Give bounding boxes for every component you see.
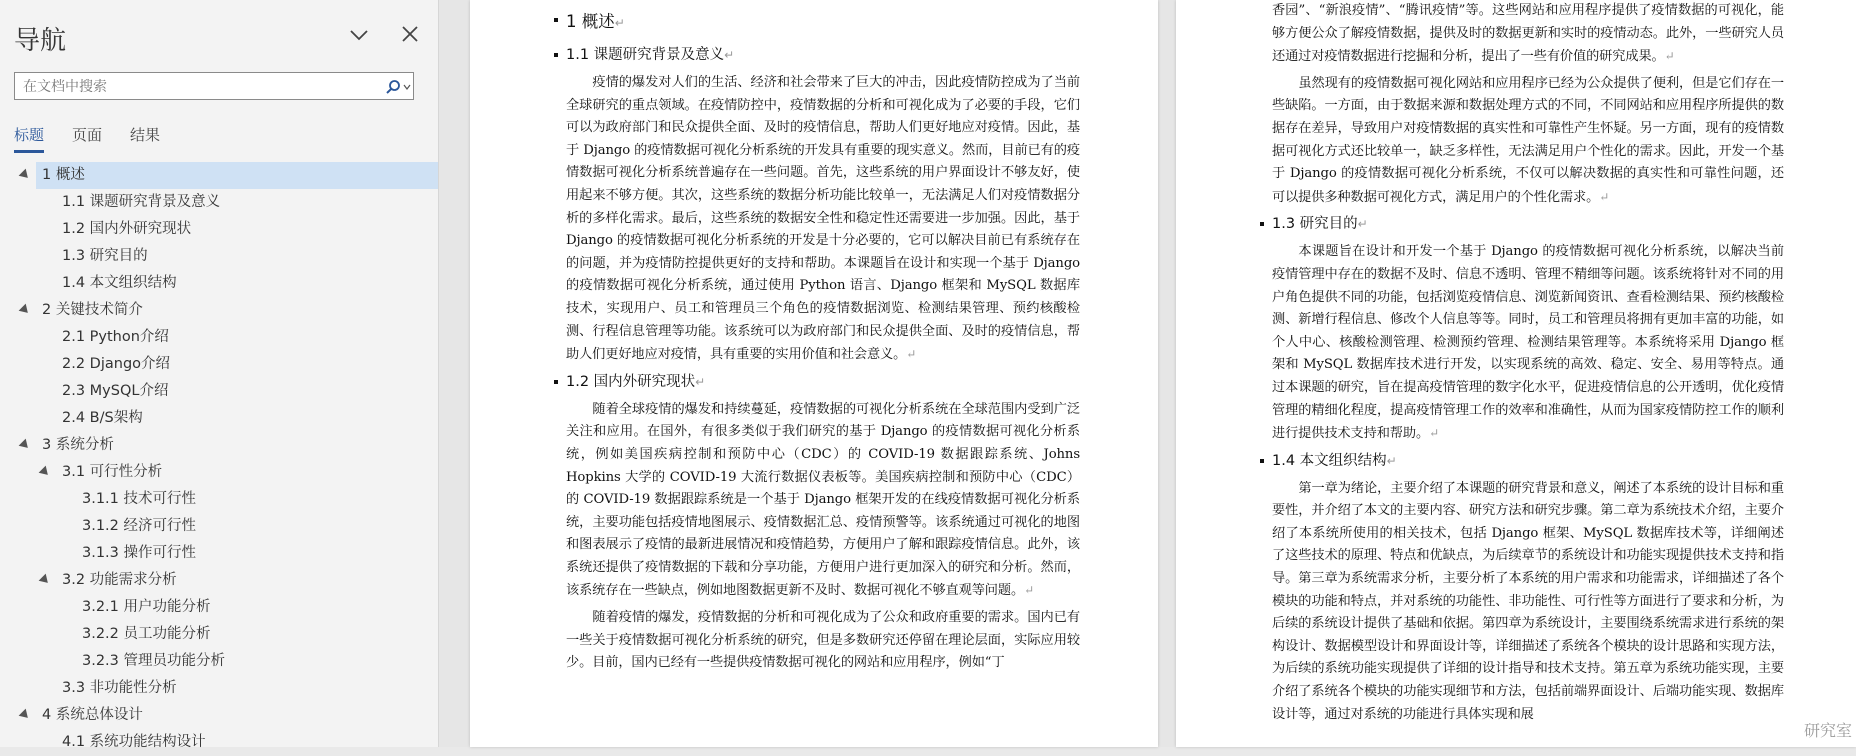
nav-tree-item-label: 3.1 可行性分析 bbox=[62, 464, 163, 480]
tab-pages[interactable]: 页面 bbox=[72, 126, 103, 144]
watermark: 研究室 bbox=[1803, 721, 1852, 740]
paragraph[interactable]: 虽然现有的疫情数据可视化网站和应用程序已经为公众提供了便利，但是它们存在一些缺陷。一方面，由于数据来源和数据处理方式的不同，不同网站和应用程序所提供的数据存在差异，导致用户对疫情数据的真实性和可靠性产生怀疑。另一方面，现有的疫情数据可视化方式还比较单一，缺乏多样性，无法满足用户个性化的需求。因此，开发一个基于 Django 的疫情数据可视化分析系统，不仅可以解决数据的真实性和可靠性问题，还可以提供多种数据可视化方式，满足用户的个性化需求。↵ bbox=[1272, 75, 1784, 205]
nav-tree-item[interactable] bbox=[0, 648, 438, 675]
nav-tree-item-label: 3.3 非功能性分析 bbox=[62, 680, 177, 696]
nav-tree-item[interactable] bbox=[0, 324, 438, 351]
nav-tree-item-label: 1 概述 bbox=[42, 167, 85, 183]
nav-tree-item-label: 2.2 Django介绍 bbox=[62, 356, 171, 372]
nav-tree-item[interactable] bbox=[36, 162, 438, 189]
nav-tree-item-label: 3.1.2 经济可行性 bbox=[82, 518, 197, 534]
heading-1[interactable]: 1 概述↵ bbox=[566, 8, 1080, 32]
nav-tree-item[interactable] bbox=[0, 540, 438, 567]
nav-tree-item-label: 3.2.1 用户功能分析 bbox=[82, 599, 211, 615]
nav-tree-item-label: 2.4 B/S架构 bbox=[62, 410, 143, 426]
nav-tree-item-label: 4 系统总体设计 bbox=[42, 707, 143, 723]
nav-tree-item[interactable] bbox=[0, 270, 438, 297]
search-icon[interactable] bbox=[385, 79, 401, 95]
document-area[interactable] bbox=[439, 0, 1856, 747]
nav-tree-item-label: 2.3 MySQL介绍 bbox=[62, 383, 169, 399]
chevron-down-icon[interactable] bbox=[346, 22, 372, 48]
nav-tree-item-label: 1.3 研究目的 bbox=[62, 248, 148, 264]
nav-tree-item[interactable] bbox=[0, 486, 438, 513]
heading-1-3[interactable]: 1.3 研究目的↵ bbox=[1272, 213, 1784, 235]
paragraph[interactable]: 第一章为绪论，主要介绍了本课题的研究背景和意义，阐述了本系统的设计目标和重要性，并介绍了本文的主要内容、研究方法和研究步骤。第二章为系统技术介绍，主要介绍了本系统所使用的相关技术，包括 Django 框架、MySQL 数据库技术等，详细阐述了这些技术的原理、特点和优缺点，为后续章节的系统设计和功能实现提供技术支持和指导。第三章为系统需求分析，主要分析了本系统的用户需求和功能需求，详细描述了各个模块的功能和特点，并对系统的功能性、非功能性、可行性等方面进行了要求和分析，为后续的系统设计提供了基础和依据。第四章为系统设计，主要围绕系统需求进行系统的架构设计、数据模型设计和界面设计等，详细描述了系统各个模块的设计思路和实现方法，为后续的系统功能实现提供了详细的设计指导和技术支持。第五章为系统功能实现，主要介绍了系统各个模块的功能实现细节和方法，包括前端界面设计、后端功能实现、数据库设计等，通过对系统的功能进行具体实现和展 bbox=[1272, 480, 1784, 722]
heading-1-1[interactable]: 1.1 课题研究背景及意义↵ bbox=[566, 44, 1080, 66]
nav-tree-item-label: 1.2 国内外研究现状 bbox=[62, 221, 192, 237]
paragraph[interactable]: 疫情的爆发对人们的生活、经济和社会带来了巨大的冲击，因此疫情防控成为了当前全球研究的重点领域。在疫情防控中，疫情数据的分析和可视化成为了必要的手段，它们可以为政府部门和民众提供全面、及时的疫情信息，帮助人们更好地应对疫情。因此，基于 Django 的疫情数据可视化分析系统的开发具有重要的现实意义。然而，目前已有的疫情数据可视化分析系统普遍存在一些问题。首先，这些系统的用户界面设计不够友好，使用起来不够方便。其次，这些系统的数据分析功能比较单一，无法满足人们对疫情数据分析的多样化需求。最后，这些系统的数据安全性和稳定性还需要进一步加强。因此，基于 Django 的疫情数据可视化分析系统的开发是十分必要的，它可以解决目前已有系统存在的问题，并为疫情防控提供更好的支持和帮助。本课题旨在设计和实现一个基于 Django 的疫情数据可视化分析系统，通过使用 Python 语言、Django 框架和 MySQL 数据库技术，实现用户、员工和管理员三个角色的疫情数据浏览、检测结果管理、预约核酸检测、行程信息管理等功能。该系统可以为政府部门和民众提供全面、及时的疫情信息，帮助人们更好地应对疫情，具有重要的实用价值和社会意义。↵ bbox=[566, 75, 1080, 363]
expand-triangle-icon[interactable] bbox=[39, 466, 52, 479]
expand-triangle-icon[interactable] bbox=[19, 709, 32, 722]
nav-tree-item[interactable] bbox=[0, 297, 438, 324]
nav-tree-item[interactable] bbox=[0, 351, 438, 378]
heading-text: 1.3 研究目的 bbox=[1272, 216, 1358, 233]
nav-tree-item[interactable] bbox=[0, 567, 438, 594]
nav-tree-item[interactable] bbox=[0, 216, 438, 243]
nav-tree-item[interactable] bbox=[0, 378, 438, 405]
nav-tree-item-label: 2 关键技术简介 bbox=[42, 302, 143, 318]
nav-tree-item[interactable] bbox=[0, 594, 438, 621]
close-icon[interactable] bbox=[397, 21, 423, 47]
tab-headings[interactable]: 标题 bbox=[14, 124, 44, 153]
document-page[interactable] bbox=[470, 0, 1158, 747]
expand-triangle-icon[interactable] bbox=[39, 574, 52, 587]
expand-triangle-icon[interactable] bbox=[19, 169, 32, 182]
nav-tree-item[interactable] bbox=[0, 459, 438, 486]
nav-tree-item[interactable] bbox=[0, 513, 438, 540]
nav-tree-item-label: 3.1.1 技术可行性 bbox=[82, 491, 197, 507]
navigation-pane bbox=[0, 0, 439, 750]
paragraph[interactable]: 随着疫情的爆发，疫情数据的分析和可视化成为了公众和政府重要的需求。国内已有一些关于疫情数据可视化分析系统的研究，但是多数研究还停留在理论层面，实际应用较少。目前，国内已经有一些提供疫情数据可视化的网站和应用程序，例如“丁 bbox=[566, 610, 1080, 671]
heading-1-2[interactable]: 1.2 国内外研究现状↵ bbox=[566, 371, 1080, 393]
nav-tree-item-label: 3 系统分析 bbox=[42, 437, 114, 453]
paragraph[interactable]: 香园”、“新浪疫情”、“腾讯疫情”等。这些网站和应用程序提供了疫情数据的可视化，能够方便公众了解疫情数据，提供及时的数据更新和实时的疫情动态。此外，一些研究人员还通过对疫情数据进行挖掘和分析，提出了一些有价值的研究成果。↵ bbox=[1272, 3, 1784, 65]
heading-tree bbox=[0, 162, 438, 756]
heading-1-4[interactable]: 1.4 本文组织结构↵ bbox=[1272, 450, 1784, 472]
nav-tree-item-label: 3.2.3 管理员功能分析 bbox=[82, 653, 226, 669]
paragraph[interactable]: 随着全球疫情的爆发和持续蔓延，疫情数据的可视化分析系统在全球范围内受到广泛关注和应用。在国外，有很多类似于我们研究的基于 Django 的疫情数据可视化分析系统，例如美国疾病控制和预防中心（CDC）的 COVID-19 数据跟踪系统、Johns Hopkins 大学的 COVID-19 大流行数据仪表板等。美国疾病控制和预防中心（CDC）的 COVID-19 数据跟踪系统是一个基于 Django 框架开发的在线疫情数据可视化分析系统，主要功能包括疫情地图展示、疫情数据汇总、疫情预警等。该系统通过可视化的地图和图表展示了疫情的最新进展情况和疫情趋势，方便用户了解和跟踪疫情信息。此外，该系统还提供了疫情数据的下载和分享功能，方便用户进行更加深入的研究和分析。然而，该系统存在一些缺点，例如地图数据更新不及时、数据可视化不够直观等问题。↵ bbox=[566, 401, 1080, 599]
nav-tree-item[interactable] bbox=[0, 432, 438, 459]
nav-tree-item-label: 4.1 系统功能结构设计 bbox=[62, 734, 206, 750]
nav-title: 导航 bbox=[14, 26, 67, 56]
nav-tree-item-label: 1.4 本文组织结构 bbox=[62, 275, 177, 291]
nav-tree-item-label: 2.1 Python介绍 bbox=[62, 329, 169, 345]
nav-tree-item-label: 3.2.2 员工功能分析 bbox=[82, 626, 211, 642]
paragraph[interactable]: 本课题旨在设计和开发一个基于 Django 的疫情数据可视化分析系统，以解决当前疫情管理中存在的数据不及时、信息不透明、管理不精细等问题。该系统将针对不同的用户角色提供不同的功能，包括浏览疫情信息、浏览新闻资讯、查看检测结果、预约核酸检测、新增行程信息、修改个人信息等等。同时，员工和管理员将拥有更加丰富的功能，如个人中心、核酸检测管理、检测预约管理、检测结果管理等。本系统将采用 Django 框架和 MySQL 数据库技术进行开发，以实现系统的高效、稳定、安全、易用等特点。通过本课题的研究，旨在提高疫情管理的数字化水平，促进疫情信息的公开透明，优化疫情管理的精细化程度，提高疫情管理工作的效率和准确性，从而为国家疫情防控工作的顺利进行提供技术支持和帮助。↵ bbox=[1272, 244, 1784, 442]
expand-triangle-icon[interactable] bbox=[19, 304, 32, 317]
nav-tree-item[interactable] bbox=[0, 675, 438, 702]
nav-tree-item-label: 3.1.3 操作可行性 bbox=[82, 545, 197, 561]
search-box bbox=[14, 72, 414, 100]
search-input[interactable] bbox=[21, 75, 385, 99]
heading-text: 1.4 本文组织结构 bbox=[1272, 452, 1387, 469]
nav-tabs bbox=[14, 124, 160, 153]
heading-text: 1.2 国内外研究现状 bbox=[566, 373, 696, 390]
nav-tree-item[interactable] bbox=[0, 243, 438, 270]
nav-tree-item[interactable] bbox=[0, 729, 438, 756]
search-options-dropdown-icon[interactable] bbox=[403, 83, 411, 91]
nav-tree-item[interactable] bbox=[0, 702, 438, 729]
heading-text: 1 概述 bbox=[566, 12, 615, 31]
nav-tree-item[interactable] bbox=[0, 405, 438, 432]
nav-tree-item-label: 3.2 功能需求分析 bbox=[62, 572, 177, 588]
nav-tree-item[interactable] bbox=[0, 189, 438, 216]
heading-text: 1.1 课题研究背景及意义 bbox=[566, 47, 725, 63]
expand-triangle-icon[interactable] bbox=[19, 439, 32, 452]
nav-tree-item[interactable] bbox=[0, 621, 438, 648]
document-page[interactable] bbox=[1176, 0, 1856, 747]
tab-results[interactable]: 结果 bbox=[130, 126, 161, 144]
nav-tree-item-label: 1.1 课题研究背景及意义 bbox=[62, 194, 221, 210]
